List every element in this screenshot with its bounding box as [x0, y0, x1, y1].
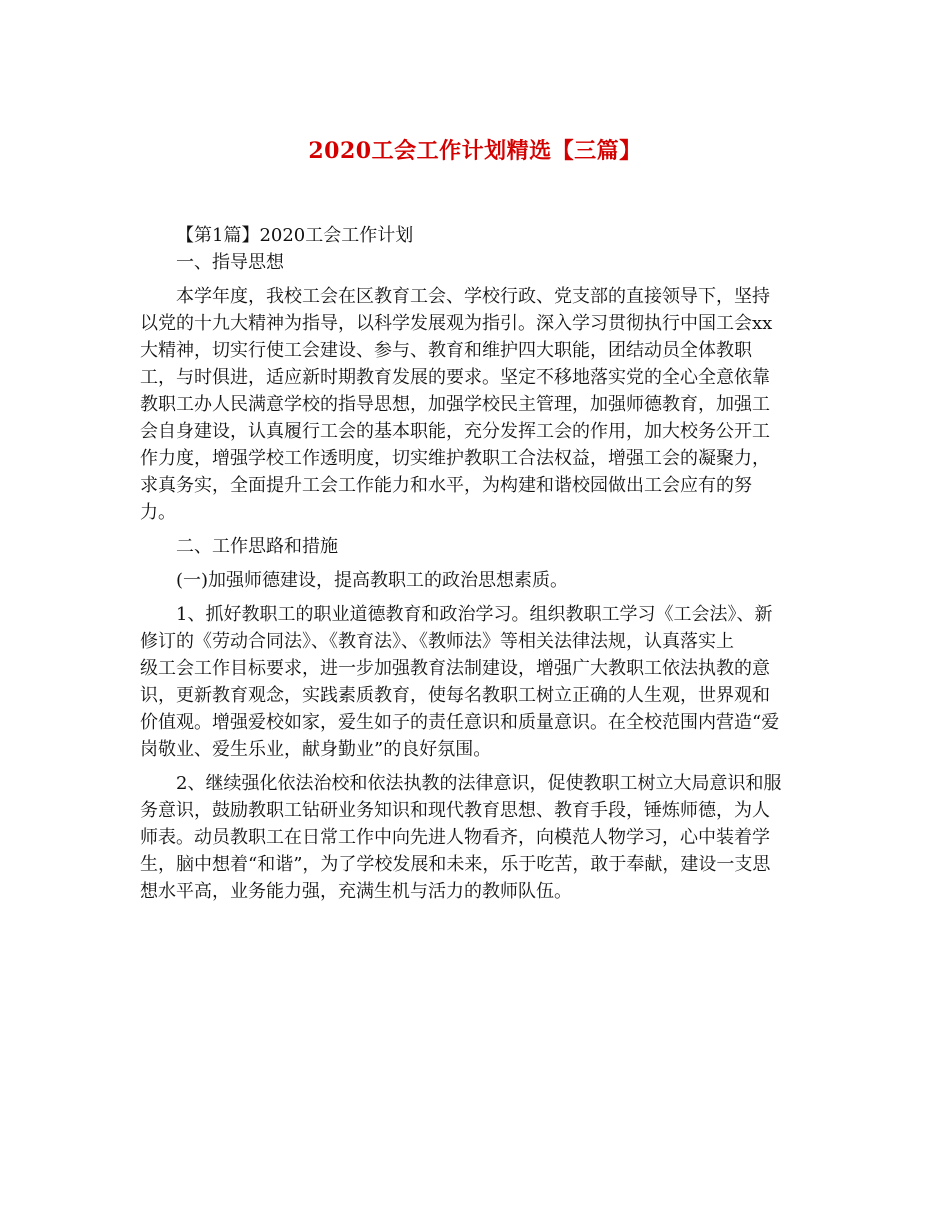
- body-line: 识，更新教育观念，实践素质教育，使每名教职工树立正确的人生观，世界观和: [140, 685, 770, 706]
- body-line: 1、抓好教职工的职业道德教育和政治学习。组织教职工学习《工会法》、新: [176, 604, 773, 625]
- body-line: 2、继续强化依法治校和依法执教的法律意识，促使教职工树立大局意识和服: [176, 773, 782, 794]
- body-line: 务意识，鼓励教职工钻研业务知识和现代教育思想、教育手段，锤炼师德，为人: [140, 800, 770, 821]
- body-line: 作力度，增强学校工作透明度，切实维护教职工合法权益，增强工会的凝聚力，: [140, 448, 770, 469]
- paragraph-gap: [140, 594, 810, 601]
- paragraph-gap: [140, 526, 810, 533]
- paragraph-gap: [140, 276, 810, 283]
- document-title: 2020工会工作计划精选【三篇】: [308, 138, 642, 164]
- body-line: 以党的十九大精神为指导，以科学发展观为指引。深入学习贯彻执行中国工会xx: [140, 313, 773, 334]
- paragraph-gap: [140, 763, 810, 770]
- body-line: 修订的《劳动合同法》、《教育法》、《教师法》等相关法律法规，认真落实上: [140, 631, 734, 652]
- body-line: (一)加强师德建设，提高教职工的政治思想素质。: [176, 570, 569, 591]
- body-line: 本学年度，我校工会在区教育工会、学校行政、党支部的直接领导下，坚持: [176, 286, 770, 307]
- body-line: 会自身建设，认真履行工会的基本职能，充分发挥工会的作用，加大校务公开工: [140, 421, 770, 442]
- body-line: 工，与时俱进，适应新时期教育发展的要求。坚定不移地落实党的全心全意依靠: [140, 367, 770, 388]
- body-line: 想水平高，业务能力强，充满生机与活力的教师队伍。: [140, 881, 572, 902]
- body-line: 价值观。增强爱校如家，爱生如子的责任意识和质量意识。在全校范围内营造“爱: [140, 712, 780, 733]
- body-line: 一、指导思想: [176, 252, 284, 273]
- body-line: 生，脑中想着“和谐”，为了学校发展和未来，乐于吃苦，敢于奉献，建设一支思: [140, 854, 771, 875]
- body-line: 大精神，切实行使工会建设、参与、教育和维护四大职能，团结动员全体教职: [140, 340, 752, 361]
- document-body: [140, 222, 810, 905]
- body-line: 级工会工作目标要求，进一步加强教育法制建设，增强广大教职工依法执教的意: [140, 658, 770, 679]
- body-line: 力。: [140, 502, 176, 523]
- body-line: 师表。动员教职工在日常工作中向先进人物看齐，向模范人物学习，心中装着学: [140, 827, 770, 848]
- paragraph-gap: [140, 560, 810, 567]
- body-line: 求真务实，全面提升工会工作能力和水平，为构建和谐校园做出工会应有的努: [140, 475, 752, 496]
- body-line: 【第1篇】2020工会工作计划: [176, 225, 414, 246]
- body-line: 教职工办人民满意学校的指导思想，加强学校民主管理，加强师德教育，加强工: [140, 394, 770, 415]
- body-line: 二、工作思路和措施: [176, 536, 338, 557]
- body-line: 岗敬业、爱生乐业，献身勤业”的良好氛围。: [140, 739, 492, 760]
